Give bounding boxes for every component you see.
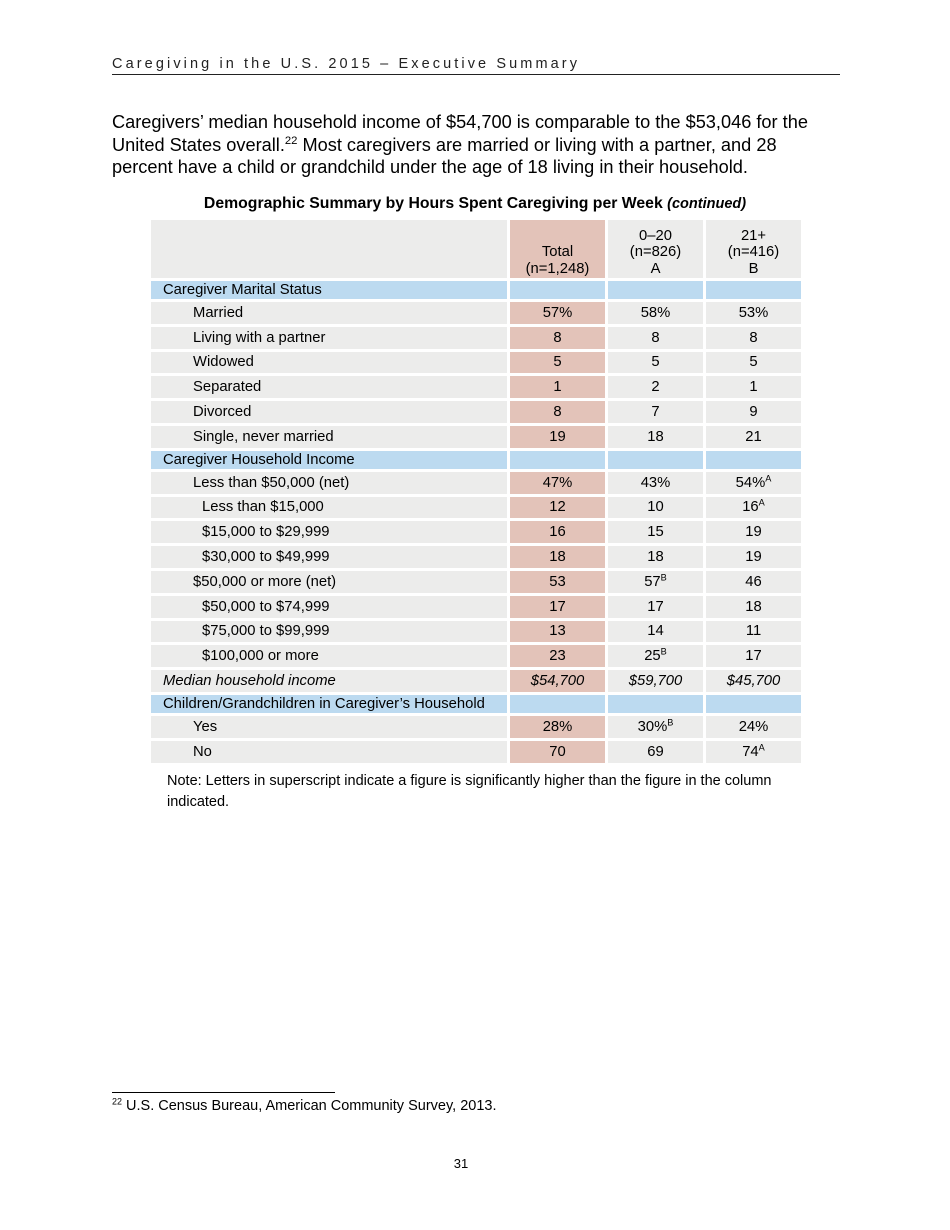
section-total-cell bbox=[510, 281, 605, 299]
section-a-cell bbox=[608, 695, 703, 713]
table-row bbox=[151, 472, 801, 494]
group-a-value: 30%$^B$ bbox=[608, 716, 703, 738]
group-b-value: 8 bbox=[706, 327, 801, 349]
group-a-value: 18 bbox=[608, 546, 703, 568]
table-row bbox=[151, 546, 801, 568]
table-row bbox=[151, 497, 801, 519]
group-b-value: 21 bbox=[706, 426, 801, 448]
total-value: 47% bbox=[510, 472, 605, 494]
total-value: 53 bbox=[510, 571, 605, 593]
section-header-row bbox=[151, 695, 801, 713]
row-label: Median household income bbox=[151, 670, 507, 692]
group-b-value: 53% bbox=[706, 302, 801, 324]
significance-marker: A bbox=[758, 497, 765, 508]
section-b-cell bbox=[706, 451, 801, 469]
group-b-value: 9 bbox=[706, 401, 801, 423]
table-row bbox=[151, 571, 801, 593]
group-a-value: 18 bbox=[608, 426, 703, 448]
total-value: 13 bbox=[510, 621, 605, 643]
group-a-value: 8 bbox=[608, 327, 703, 349]
group-b-value: $45,700 bbox=[706, 670, 801, 692]
table-row bbox=[151, 426, 801, 448]
intro-text-part-1: Caregivers’ median household income of $54,700 is comparable to the $53,046 for the United States overall. bbox=[112, 112, 808, 155]
total-value: 1 bbox=[510, 376, 605, 398]
group-a-value: 17 bbox=[608, 596, 703, 618]
median-income-row bbox=[151, 670, 801, 692]
row-label: $30,000 to $49,999 bbox=[151, 546, 507, 568]
row-label: Married bbox=[151, 302, 507, 324]
table-row bbox=[151, 741, 801, 763]
row-label: Divorced bbox=[151, 401, 507, 423]
group-a-value: 15 bbox=[608, 521, 703, 543]
group-b-value: 24% bbox=[706, 716, 801, 738]
table-note: Note: Letters in superscript indicate a figure is significantly higher than the figure in the column indicated. bbox=[167, 773, 772, 810]
header-group-b: 21+ (n=416) B bbox=[706, 220, 801, 278]
group-a-value: 7 bbox=[608, 401, 703, 423]
row-label: No bbox=[151, 741, 507, 763]
total-value: 23 bbox=[510, 645, 605, 667]
group-b-value: 17 bbox=[706, 645, 801, 667]
group-a-value: 2 bbox=[608, 376, 703, 398]
section-total-cell bbox=[510, 695, 605, 713]
group-a-value: 5 bbox=[608, 352, 703, 374]
table-header-row bbox=[151, 220, 801, 278]
row-label: $50,000 to $74,999 bbox=[151, 596, 507, 618]
significance-marker: A bbox=[765, 472, 772, 483]
table-row bbox=[151, 621, 801, 643]
footnote-text: U.S. Census Bureau, American Community Survey, 2013. bbox=[122, 1098, 497, 1114]
group-a-value: $25^B$ bbox=[608, 645, 703, 667]
group-b-value: $16^A$ bbox=[706, 497, 801, 519]
table-row bbox=[151, 716, 801, 738]
row-label: $75,000 to $99,999 bbox=[151, 621, 507, 643]
significance-marker: B bbox=[660, 646, 667, 657]
total-value: 18 bbox=[510, 546, 605, 568]
group-b-value: 54%$^A$ bbox=[706, 472, 801, 494]
significance-marker: B bbox=[660, 572, 667, 583]
significance-marker: A bbox=[758, 741, 765, 752]
section-label: Caregiver Marital Status bbox=[151, 281, 507, 299]
row-label: Living with a partner bbox=[151, 327, 507, 349]
total-value: 12 bbox=[510, 497, 605, 519]
total-value: 8 bbox=[510, 327, 605, 349]
group-a-value: $59,700 bbox=[608, 670, 703, 692]
row-label: Less than $50,000 (net) bbox=[151, 472, 507, 494]
group-b-value: 19 bbox=[706, 546, 801, 568]
header-label-cell bbox=[151, 220, 507, 278]
group-b-value: 5 bbox=[706, 352, 801, 374]
footnote-number: 22 bbox=[112, 1096, 122, 1107]
group-a-value: $57^B$ bbox=[608, 571, 703, 593]
group-b-value: 46 bbox=[706, 571, 801, 593]
table-row bbox=[151, 302, 801, 324]
intro-text-part-2: Most caregivers are married or living with a partner, and 28 percent have a child or grandchild under the age of 18 living in their household. bbox=[112, 134, 777, 177]
group-b-value: 19 bbox=[706, 521, 801, 543]
table-row bbox=[151, 327, 801, 349]
row-label: $15,000 to $29,999 bbox=[151, 521, 507, 543]
header-total: Total (n=1,248) bbox=[510, 220, 605, 278]
group-a-value: 43% bbox=[608, 472, 703, 494]
group-b-value: 1 bbox=[706, 376, 801, 398]
page-number: 31 bbox=[453, 1156, 469, 1171]
group-a-value: 14 bbox=[608, 621, 703, 643]
running-header: Caregiving in the U.S. 2015 – Executive Summary bbox=[112, 56, 840, 75]
group-b-value: 11 bbox=[706, 621, 801, 643]
section-b-cell bbox=[706, 281, 801, 299]
footnote bbox=[112, 1098, 496, 1114]
row-label: Yes bbox=[151, 716, 507, 738]
total-value: 17 bbox=[510, 596, 605, 618]
group-a-value: 58% bbox=[608, 302, 703, 324]
table-row bbox=[151, 596, 801, 618]
table-row bbox=[151, 352, 801, 374]
section-label: Children/Grandchildren in Caregiver’s Household bbox=[151, 695, 507, 713]
table-row bbox=[151, 376, 801, 398]
header-group-a: 0–20 (n=826) A bbox=[608, 220, 703, 278]
section-label: Caregiver Household Income bbox=[151, 451, 507, 469]
table-title bbox=[150, 195, 800, 213]
section-total-cell bbox=[510, 451, 605, 469]
total-value: 70 bbox=[510, 741, 605, 763]
total-value: 5 bbox=[510, 352, 605, 374]
total-value: $54,700 bbox=[510, 670, 605, 692]
group-b-value: 18 bbox=[706, 596, 801, 618]
table-title-text: Demographic Summary by Hours Spent Caregiving per Week bbox=[203, 195, 663, 212]
total-value: 19 bbox=[510, 426, 605, 448]
demographic-summary-table bbox=[148, 217, 804, 766]
group-b-value: $74^A$ bbox=[706, 741, 801, 763]
row-label: Separated bbox=[151, 376, 507, 398]
total-value: 28% bbox=[510, 716, 605, 738]
section-header-row bbox=[151, 451, 801, 469]
significance-marker: B bbox=[667, 717, 674, 728]
row-label: Widowed bbox=[151, 352, 507, 374]
section-header-row bbox=[151, 281, 801, 299]
total-value: 16 bbox=[510, 521, 605, 543]
table-title-continued: (continued) bbox=[667, 196, 747, 212]
footnote-reference: 22 bbox=[284, 134, 298, 147]
table-row bbox=[151, 521, 801, 543]
section-a-cell bbox=[608, 281, 703, 299]
total-value: 8 bbox=[510, 401, 605, 423]
footnote-divider bbox=[112, 1092, 335, 1093]
section-a-cell bbox=[608, 451, 703, 469]
group-a-value: 10 bbox=[608, 497, 703, 519]
row-label: $100,000 or more bbox=[151, 645, 507, 667]
row-label: Less than $15,000 bbox=[151, 497, 507, 519]
intro-paragraph bbox=[112, 111, 842, 179]
group-a-value: 69 bbox=[608, 741, 703, 763]
table-row bbox=[151, 645, 801, 667]
total-value: 57% bbox=[510, 302, 605, 324]
row-label: $50,000 or more (net) bbox=[151, 571, 507, 593]
table-row bbox=[151, 401, 801, 423]
row-label: Single, never married bbox=[151, 426, 507, 448]
section-b-cell bbox=[706, 695, 801, 713]
